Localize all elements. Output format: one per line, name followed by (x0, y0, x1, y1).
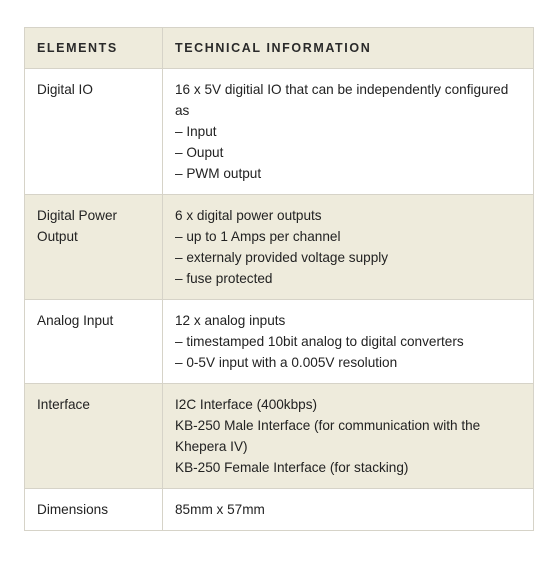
info-line: 6 x digital power outputs (175, 208, 322, 223)
element-cell: Digital Power Output (25, 195, 163, 300)
table-header-row (25, 28, 534, 69)
table-row (25, 384, 534, 489)
element-cell: Dimensions (25, 489, 163, 531)
table-row (25, 300, 534, 384)
info-line: – PWM output (175, 166, 262, 181)
info-line: – up to 1 Amps per channel (175, 229, 341, 244)
info-line: – Ouput (175, 145, 224, 160)
info-line: 12 x analog inputs (175, 313, 286, 328)
info-line: 16 x 5V digitial IO that can be independently configured as (175, 82, 509, 118)
header-technical-information: TECHNICAL INFORMATION (163, 28, 534, 69)
info-line: I2C Interface (400kbps) (175, 397, 318, 412)
info-line: 85mm x 57mm (175, 502, 265, 517)
element-cell: Digital IO (25, 69, 163, 195)
info-line: – externaly provided voltage supply (175, 250, 389, 265)
info-cell (163, 384, 534, 489)
info-line: – 0-5V input with a 0.005V resolution (175, 355, 398, 370)
info-line: – timestamped 10bit analog to digital converters (175, 334, 464, 349)
spec-table (24, 27, 534, 531)
info-cell (163, 300, 534, 384)
table-row (25, 195, 534, 300)
info-cell (163, 195, 534, 300)
table-row (25, 489, 534, 531)
header-elements: ELEMENTS (25, 28, 163, 69)
table-row (25, 69, 534, 195)
info-line: KB-250 Male Interface (for communication with the Khepera IV) (175, 418, 481, 454)
info-cell (163, 489, 534, 531)
info-line: – Input (175, 124, 217, 139)
info-cell (163, 69, 534, 195)
element-cell: Analog Input (25, 300, 163, 384)
element-cell: Interface (25, 384, 163, 489)
info-line: – fuse protected (175, 271, 273, 286)
info-line: KB-250 Female Interface (for stacking) (175, 460, 409, 475)
